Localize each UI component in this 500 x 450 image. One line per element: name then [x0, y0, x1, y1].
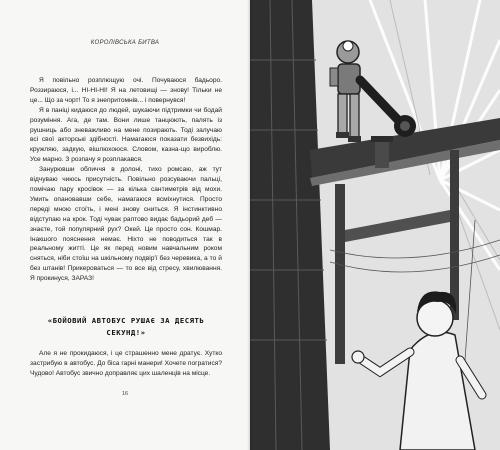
body-text — [30, 76, 222, 284]
callout-quote: «БОЙОВИЙ АВТОБУС РУШАЄ ЗА ДЕСЯТЬ СЕКУНД!» — [47, 316, 205, 337]
illustration — [250, 0, 500, 450]
paragraph: Я повільно розплющую очі. Почуваюся бадьоро. Роззираюся, і... НІ-НІ-НІ! Я на летовищі — знову! Тільки не це... Що за чорт! То я знепритомнів... і повернувся! — [30, 77, 222, 104]
running-head: КОРОЛІВСЬКА БИТВА — [90, 40, 160, 46]
page-number: 16 — [121, 391, 129, 397]
paragraph: Занурювши обличчя в долоні, тихо ромсаю, аж тут відчуваю чиюсь присутність. Повільно розсуваючи пальці, помічаю пару кросівок — за кілька сантиметрів від мохи. Умить опановавши себе, намагаюся всміхнутися. Просто переді мною стоїть, і мені знову сниться. Я інстинктивно відступаю на крок. Тоді чувак раптово видає бадьорий деб — знаєте, той популярний рух? Окей. Це просто сон. Кошмар. Інакшого пояснення немає. Ніхто не поводиться так в реальному житті. Це як перед новим навчальним роком сняться, ніби стоїш на шкільному подвір'ї без черевика, а то й без штанів! Прикероваться — то все від стресу, хвилювання. Я прокинуся, ЗАРАЗ! — [30, 166, 222, 283]
support-pillar — [335, 184, 345, 364]
book-gutter — [247, 0, 253, 450]
chimney — [375, 140, 389, 168]
right-page — [250, 0, 500, 450]
chimney-cap — [371, 136, 393, 142]
paragraph: Я в паніці кидаюся до людей, шукаючи підтримки чи бодай розуміння. Ага, де там. Вони лише танцюють, палять із рушниць або зневажливо на мене позирають. Тоді залучаю всі свої акторські здібності. Намагаюся показати безвихідь: кружляю, задкую, вішлюхоюся. Словом, казна-що вироблю. Усе марно. З розпачу я розплакався. — [30, 106, 222, 164]
support-pillar — [450, 150, 459, 320]
body-text-continuation — [30, 349, 222, 379]
paragraph: Але я не прокидаюся, і це страшенно мене дратує. Хутко застрибую в автобус. До біса гарні манери! Хочете погратися? Чудово! Автобус звично доправляє цих шаленців на місце. — [30, 350, 222, 377]
